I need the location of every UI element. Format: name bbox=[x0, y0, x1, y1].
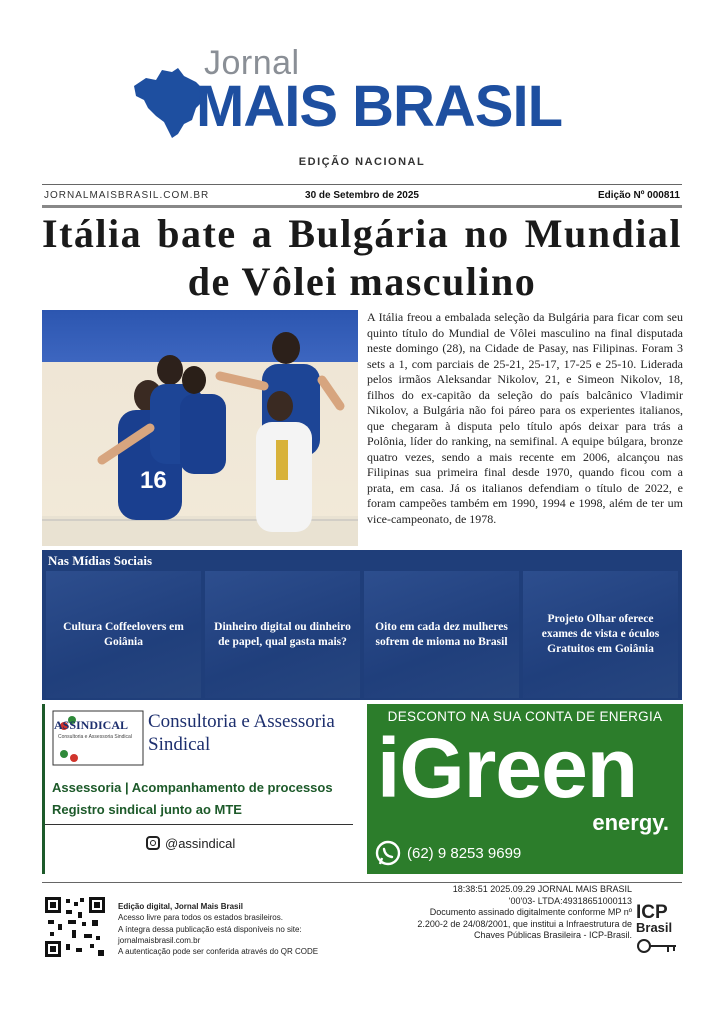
brand-main: MAIS BRASIL bbox=[196, 74, 562, 139]
ad-assindical[interactable] bbox=[42, 704, 358, 874]
article-photo bbox=[42, 310, 358, 546]
social-card-label: Cultura Coffeelovers em Goiânia bbox=[63, 620, 184, 648]
signature-line-4: 2.200-2 de 24/08/2001, que institui a Infraestrutura de bbox=[417, 918, 632, 929]
social-title: Nas Mídias Sociais bbox=[48, 553, 153, 568]
issue-date: 30 de Setembro de 2025 bbox=[305, 190, 419, 201]
signature-line-5: Chaves Públicas Brasileira - ICP-Brasil. bbox=[473, 930, 632, 941]
assindical-instagram[interactable] bbox=[146, 836, 235, 851]
footer-line-1: Acesso livre para todos os estados brasileiros. bbox=[118, 913, 283, 923]
social-card-label: Oito em cada dez mulheres sofrem de mioma no Brasil bbox=[375, 620, 508, 648]
whatsapp-icon bbox=[375, 840, 401, 866]
assindical-registro: Registro sindical junto ao MTE bbox=[52, 802, 242, 817]
social-media-section bbox=[42, 550, 682, 700]
igreen-energy: energy. bbox=[592, 810, 669, 835]
icp-brasil-logo bbox=[636, 904, 672, 935]
edition-label: EDIÇÃO NACIONAL bbox=[298, 156, 426, 168]
igreen-phone[interactable]: (62) 9 8253 9699 bbox=[407, 845, 522, 862]
footer-info bbox=[118, 901, 318, 957]
volleyball-players-image bbox=[42, 310, 358, 546]
footer-title: Edição digital, Jornal Mais Brasil bbox=[118, 902, 243, 911]
ad-igreen[interactable] bbox=[367, 704, 683, 874]
igreen-brand: iGreen bbox=[377, 721, 638, 815]
assindical-services: Assessoria | Acompanhamento de processos bbox=[52, 780, 333, 795]
footer-line-2: A íntegra dessa publicação está disponíveis no site: bbox=[118, 924, 302, 934]
social-card-projeto-olhar[interactable] bbox=[523, 571, 678, 698]
signature-line-2: '00'03- LTDA:49318651000113 bbox=[508, 895, 632, 906]
instagram-icon bbox=[146, 836, 160, 850]
igreen-tagline: DESCONTO NA SUA CONTA DE ENERGIA bbox=[387, 709, 663, 724]
social-card-label: Projeto Olhar oferece exames de vista e óculos Gratuitos em Goiânia bbox=[541, 613, 660, 655]
edition-number: Edição Nº 000811 bbox=[597, 190, 680, 201]
masthead bbox=[0, 40, 724, 175]
signature-line-3: Documento assinado digitalmente conforme MP nº bbox=[429, 907, 632, 918]
instagram-handle: @assindical bbox=[165, 836, 236, 851]
ad-divider bbox=[45, 824, 353, 825]
qr-code-icon[interactable] bbox=[44, 896, 106, 958]
assindical-logo-sub: Consultoria e Assessoria Sindical bbox=[58, 734, 132, 740]
site-url[interactable]: JORNALMAISBRASIL.COM.BR bbox=[44, 190, 210, 201]
social-card-label: Dinheiro digital ou dinheiro de papel, qual gasta mais? bbox=[214, 620, 351, 648]
icp-brasil-text: Brasil bbox=[636, 920, 673, 935]
signature-line-1: 18:38:51 2025.09.29 JORNAL MAIS BRASIL bbox=[452, 884, 632, 894]
footer-site[interactable]: jornalmaisbrasil.com.br bbox=[118, 935, 201, 945]
footer-line-4: A autenticação pode ser conferida através do QR CODE bbox=[118, 947, 319, 957]
article-body: A Itália freou a embalada seleção da Bulgária para ficar com seu quinto título do Mundial de Vôlei masculino na final disputada neste domingo (28), na Cidade de Pasay, nas Filipinas. Foram 3 sets a 1, com parciais de 25-21, 25-17, 17-25 e 25-10. Liderada pelos irmãos Aleksandar Nikolov, 21, e Simeon Nikolov, 18, filhos do ex-capitão da seleção do país balcânico Vladimir Nikolov, a Bulgária não foi páreo para os experientes italianos, que chegaram à disputa pelo título após deixar para trás a Polônia, líder do ranking, na semifinal. A equipe búlgara, bronze quatro vezes, sendo a mais recente em 2006, alcançou nas Filipinas sua primeira final desde 1970, quando ficou com a prata, em casa. Já os italianos defendiam o título de 2022, e foram campeões também em 1990, 1994 e 1998, além de ter um vice-campeonato, de 1978. bbox=[367, 310, 683, 526]
assindical-title: Consultoria e Assessoria Sindical bbox=[148, 711, 335, 755]
digital-signature bbox=[417, 884, 632, 942]
social-card-coffeelovers[interactable] bbox=[46, 571, 201, 698]
social-card-mioma[interactable] bbox=[364, 571, 519, 698]
info-bar bbox=[42, 184, 682, 208]
social-card-dinheiro[interactable] bbox=[205, 571, 360, 698]
brand-jornal: Jornal bbox=[204, 44, 300, 82]
jersey-number: 16 bbox=[140, 467, 167, 494]
icp-text: ICP bbox=[636, 902, 668, 923]
key-icon bbox=[636, 938, 678, 954]
headline: Itália bate a Bulgária no Mundial de Vôlei masculino bbox=[42, 211, 682, 304]
footer-divider bbox=[42, 882, 682, 883]
assindical-logo-name: ASSINDICAL bbox=[54, 718, 129, 732]
